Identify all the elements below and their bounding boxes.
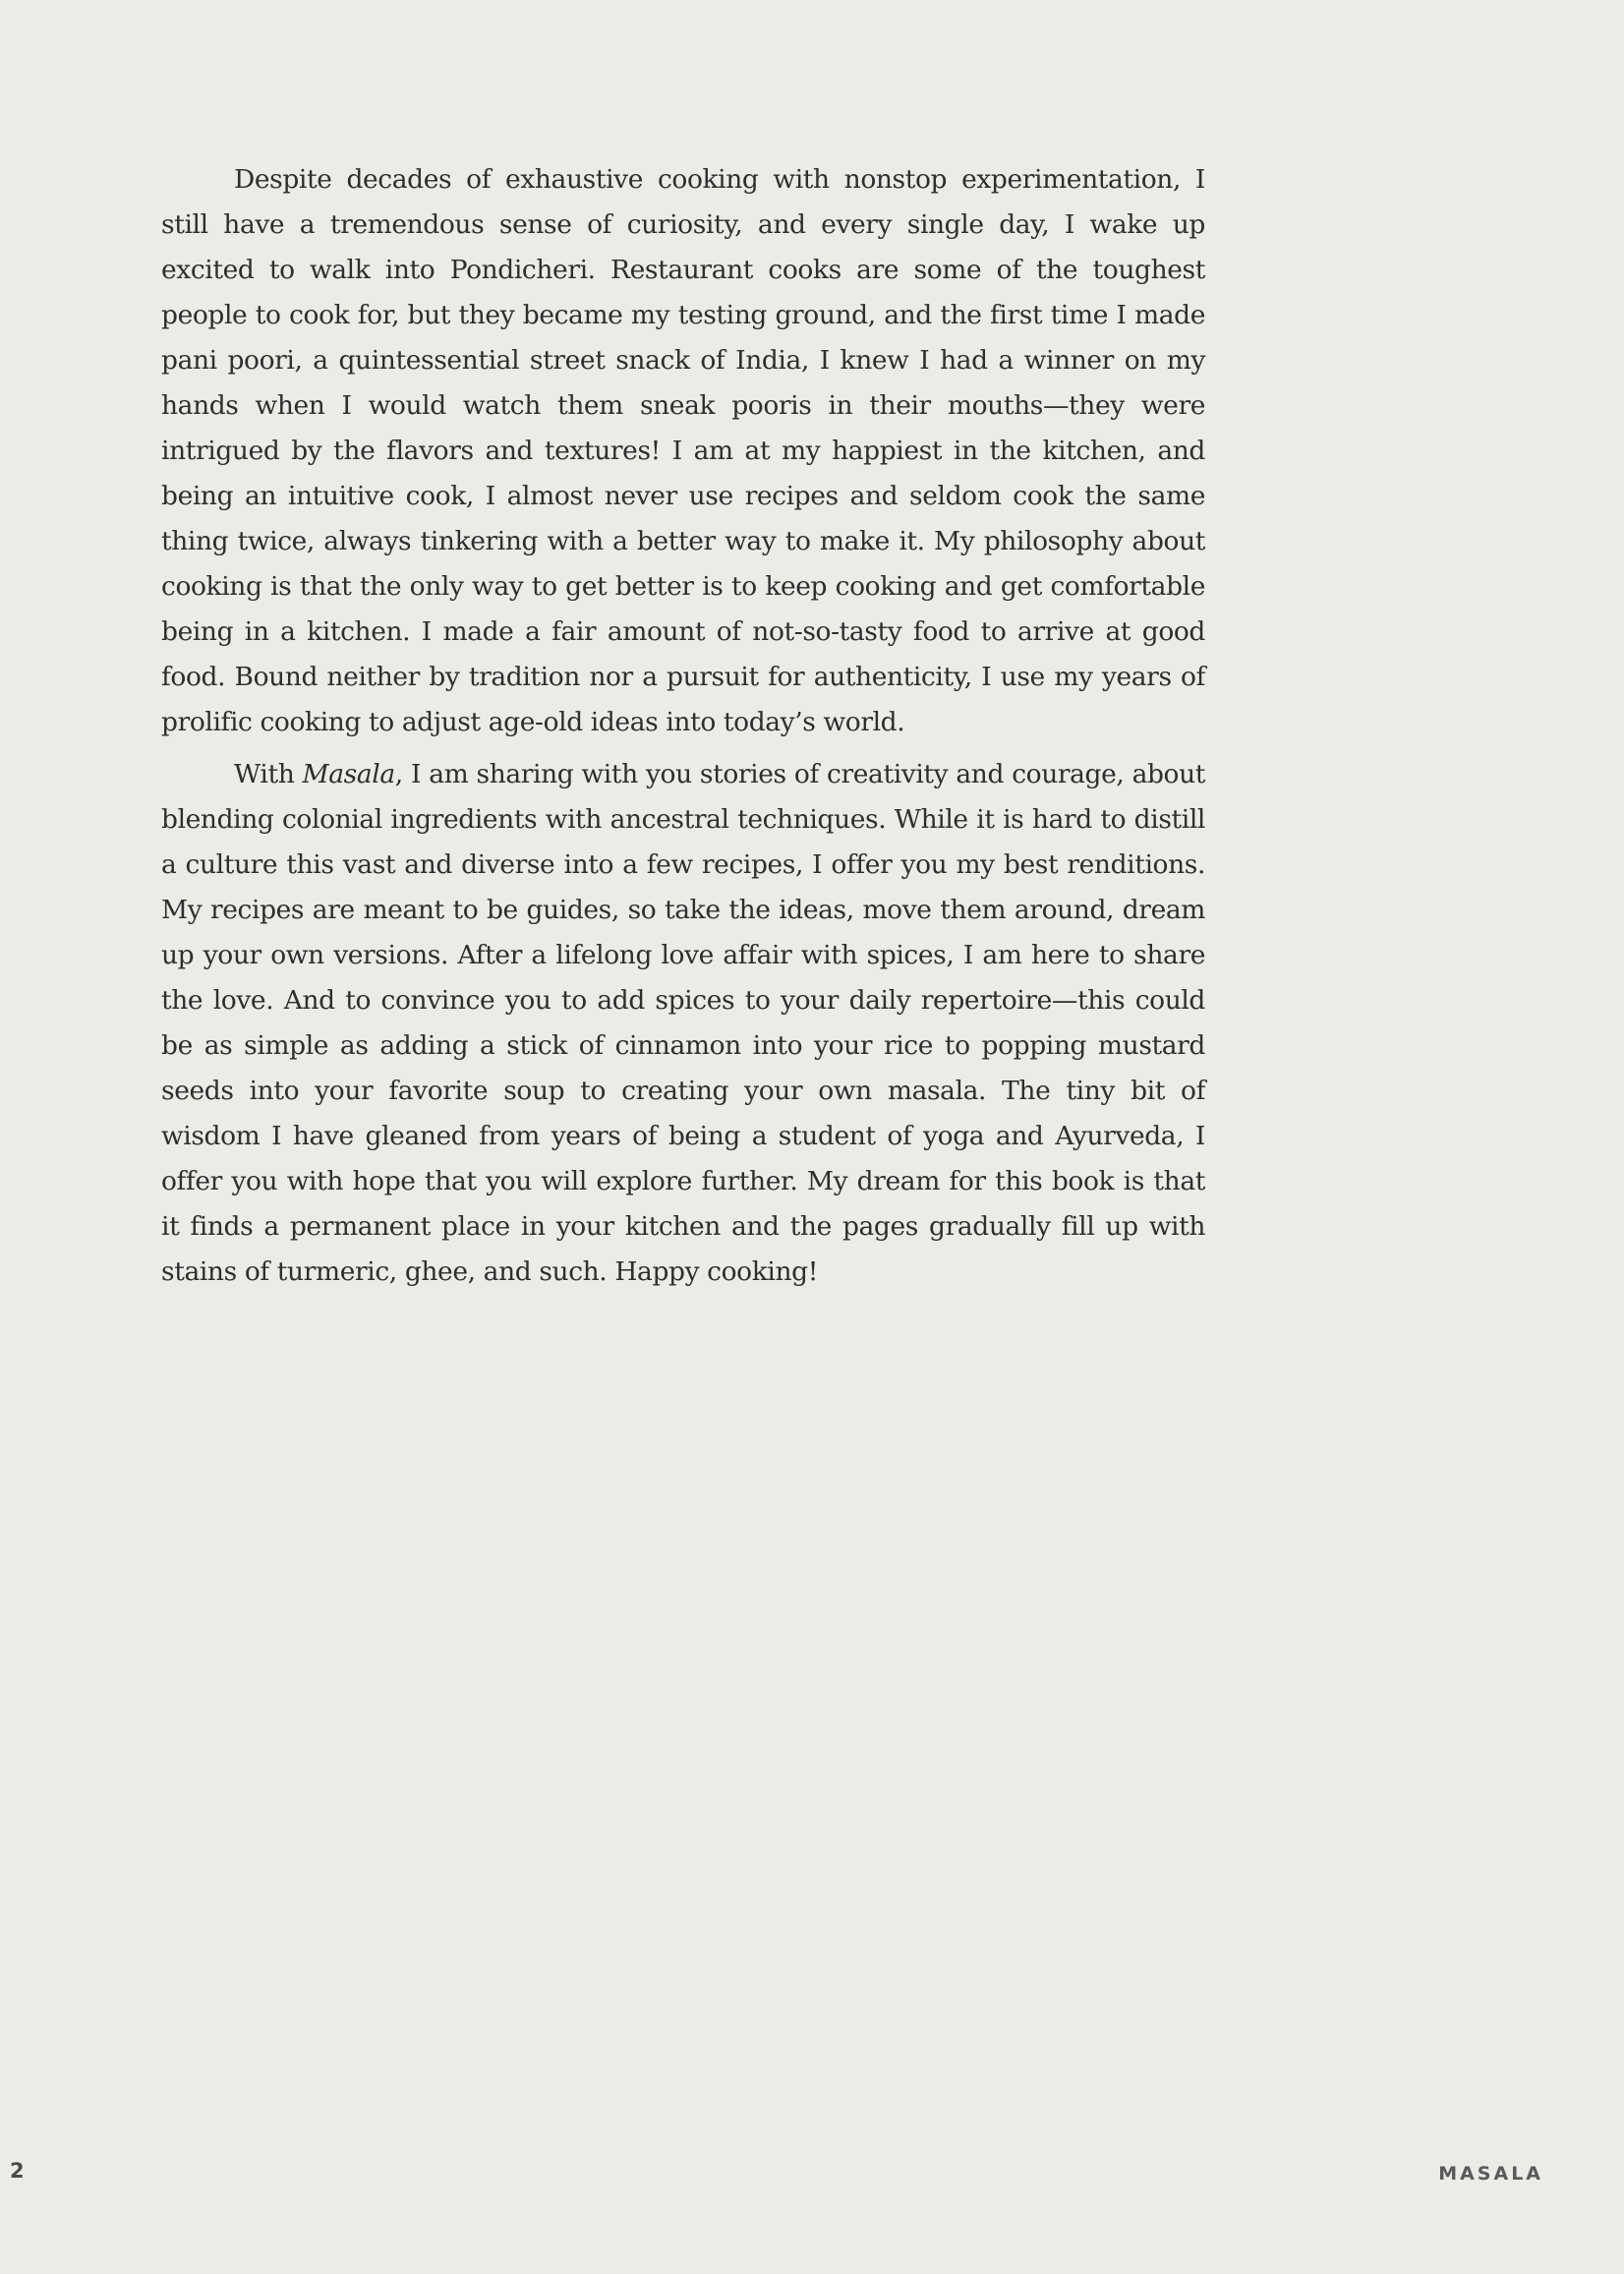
running-title: MASALA: [1438, 2163, 1543, 2185]
paragraph-2-lead: With: [234, 759, 303, 789]
page-number: 2: [10, 2159, 25, 2183]
paragraph-2: [161, 752, 1205, 1295]
body-text: [161, 157, 1205, 1302]
book-title-italic: Masala: [302, 759, 395, 789]
paragraph-2-body: , I am sharing with you stories of creativity and courage, about blending colonial ingredients with ancestral techniques. While it is hard to distill a culture this vast and diverse into a few recipes, I offer you my best renditions. My recipes are meant to be guides, so take the ideas, move them around, dream up your own versions. After a lifelong love affair with spices, I am here to share the love. And to convince you to add spices to your daily repertoire—this could be as simple as adding a stick of cinnamon into your rice to popping mustard seeds into your favorite soup to creating your own masala. The tiny bit of wisdom I have gleaned from years of being a student of yoga and Ayurveda, I offer you with hope that you will explore further. My dream for this book is that it finds a permanent place in your kitchen and the pages gradually fill up with stains of turmeric, ghee, and such. Happy cooking!: [161, 759, 1206, 1287]
paragraph-1: Despite decades of exhaustive cooking with nonstop experimentation, I still have a tremendous sense of curiosity, and every single day, I wake up excited to walk into Pondicheri. Restaurant cooks are some of the toughest people to cook for, but they became my testing ground, and the first time I made pani poori, a quintessential street snack of India, I knew I had a winner on my hands when I would watch them sneak pooris in their mouths—they were intrigued by the flavors and textures! I am at my happiest in the kitchen, and being an intuitive cook, I almost never use recipes and seldom cook the same thing twice, always tinkering with a better way to make it. My philosophy about cooking is that the only way to get better is to keep cooking and get comfortable being in a kitchen. I made a fair amount of not-so-tasty food to arrive at good food. Bound neither by tradition nor a pursuit for authenticity, I use my years of prolific cooking to adjust age-old ideas into today’s world.: [161, 164, 1205, 737]
